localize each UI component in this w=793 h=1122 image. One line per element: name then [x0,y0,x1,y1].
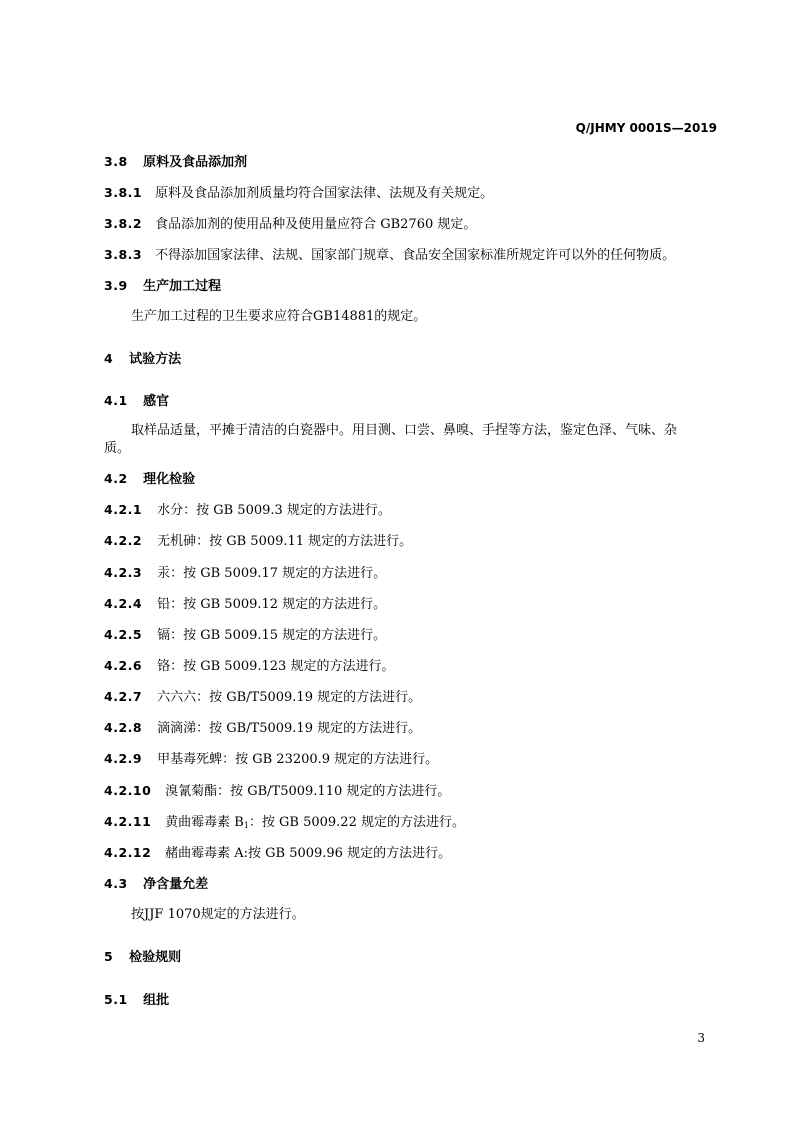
section-title: 试验方法 [129,352,182,367]
clause-number: 3.8.3 [104,247,143,262]
clause-number: 4.2.12 [104,845,152,860]
clause-number: 4.2.4 [104,596,143,611]
clause-number: 4.2.11 [104,814,152,829]
clause-number: 4.2.6 [104,658,143,673]
section-5-heading [104,947,181,965]
section-5-1-heading [104,990,169,1008]
section-4-3-heading [104,874,208,892]
clause-number: 4.2.5 [104,627,143,642]
section-number: 4 [104,351,114,366]
clause-number: 4.2.1 [104,502,143,517]
clause-text: 铅：按 GB 5009.12 规定的方法进行。 [157,597,387,612]
section-4-1-heading [104,391,169,409]
section-title: 组批 [143,993,170,1008]
clause-text: 汞：按 GB 5009.17 规定的方法进行。 [157,566,387,581]
clause-text: 镉：按 GB 5009.15 规定的方法进行。 [157,628,387,643]
section-4-2-heading [104,469,195,487]
clause-text: 甲基毒死蜱：按 GB 23200.9 规定的方法进行。 [157,752,439,767]
section-3-8-heading [104,152,247,170]
section-title: 净含量允差 [143,877,209,892]
clause-4-2-12 [104,843,451,861]
clause-number: 4.2.7 [104,689,143,704]
section-number: 4.3 [104,876,128,891]
section-title: 感官 [143,394,170,409]
clause-text-pre: 黄曲霉毒素 B [165,815,244,830]
clause-4-2-11 [104,812,465,830]
clause-number: 4.2.10 [104,783,152,798]
clause-text [165,815,465,830]
section-3-9-heading [104,276,221,294]
document-code: Q/JHMY 0001S—2019 [575,121,717,135]
clause-text: 原料及食品添加剂质量均符合国家法律、法规及有关规定。 [155,186,494,201]
clause-text-post: ：按 GB 5009.22 规定的方法进行。 [248,815,465,830]
clause-text: 溴氰菊酯：按 GB/T5009.110 规定的方法进行。 [165,784,451,799]
subscript: 1 [243,821,249,830]
clause-3-8-1 [104,183,493,201]
clause-number: 3.8.1 [104,185,143,200]
clause-4-2-1 [104,500,391,518]
section-4-1-text-line2: 质。 [104,441,131,456]
section-number: 3.9 [104,278,128,293]
section-number: 5 [104,949,114,964]
clause-3-8-2 [104,214,476,232]
clause-4-2-9 [104,749,438,767]
clause-number: 4.2.2 [104,533,143,548]
section-title: 原料及食品添加剂 [143,155,248,170]
clause-3-8-3 [104,245,675,263]
clause-text: 无机砷：按 GB 5009.11 规定的方法进行。 [157,534,413,549]
clause-text: 不得添加国家法律、法规、国家部门规章、食品安全国家标准所规定许可以外的任何物质。 [155,248,676,263]
section-number: 5.1 [104,992,128,1007]
section-title: 检验规则 [129,950,182,965]
clause-4-2-7 [104,687,421,705]
section-3-9-text: 生产加工过程的卫生要求应符合GB14881的规定。 [131,309,427,324]
clause-4-2-5 [104,625,386,643]
section-number: 4.1 [104,393,128,408]
clause-text: 铬：按 GB 5009.123 规定的方法进行。 [157,659,395,674]
clause-text: 六六六：按 GB/T5009.19 规定的方法进行。 [157,690,422,705]
clause-4-2-2 [104,531,412,549]
section-4-heading [104,349,181,367]
section-number: 4.2 [104,471,128,486]
clause-4-2-6 [104,656,394,674]
section-4-1-text-line1: 取样品适量，平摊于清洁的白瓷器中。用目测、口尝、鼻嗅、手捏等方法，鉴定色泽、气味、杂 [131,423,678,438]
section-4-3-text: 按JJF 1070规定的方法进行。 [131,907,305,922]
page-number: 3 [697,1031,705,1045]
clause-number: 4.2.3 [104,565,143,580]
section-number: 3.8 [104,154,128,169]
clause-number: 4.2.9 [104,751,143,766]
section-title: 生产加工过程 [143,279,222,294]
clause-number: 4.2.8 [104,720,143,735]
clause-text: 滴滴涕：按 GB/T5009.19 规定的方法进行。 [157,721,422,736]
clause-text: 赭曲霉毒素 A:按 GB 5009.96 规定的方法进行。 [165,846,452,861]
clause-4-2-3 [104,563,386,581]
clause-4-2-10 [104,781,450,799]
clause-4-2-8 [104,718,421,736]
section-title: 理化检验 [143,472,196,487]
clause-number: 3.8.2 [104,216,143,231]
clause-4-2-4 [104,594,386,612]
clause-text: 食品添加剂的使用品种及使用量应符合 GB2760 规定。 [155,217,477,232]
clause-text: 水分：按 GB 5009.3 规定的方法进行。 [157,503,391,518]
